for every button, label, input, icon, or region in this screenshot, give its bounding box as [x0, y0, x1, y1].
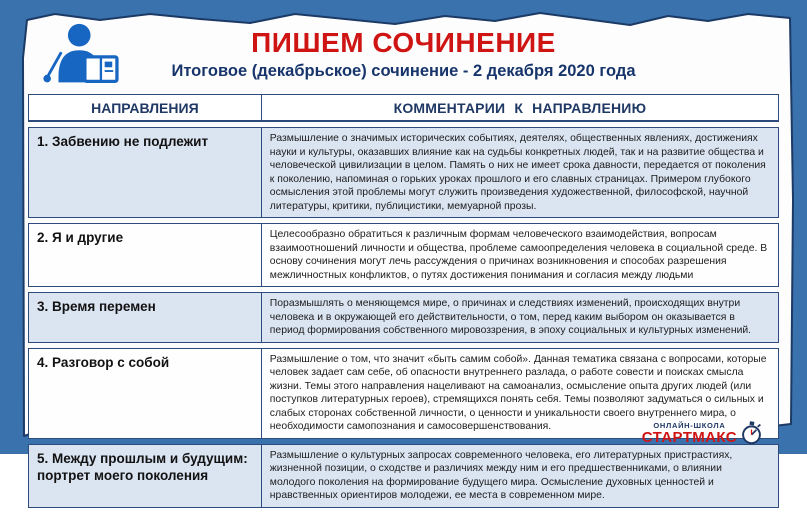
comment-cell: Размышление о значимых исторических событиях, деятелях, общественных явлениях, достижениях науки и культуры, оказавших влияние как на судьбы конкретных людей, так и на развитие общества и человеческой цивилизации в целом. Память о них не имеет срока давности, передается от поколения к поколению, напоминая о горьких уроках прошлого и его славных страницах. Примером глубокого осмысления этой проблемы могут служить произведения художественной, философской, научной литературы, критики, публицистики, мемуарной прозы.: [261, 127, 779, 218]
teacher-with-pointer-and-book-icon: [40, 22, 126, 88]
table-row: [28, 292, 779, 343]
school-logo: [642, 420, 763, 446]
column-header-directions: НАПРАВЛЕНИЯ: [28, 94, 261, 122]
comment-cell: Размышление о культурных запросах современного человека, его литературных пристрастиях, жизненной позиции, о сходстве и различиях между ним и его предшественниками, о влиянии молодого поколения на формирование будущего мира. Осмысление духовных ценностей и нравственных ориентиров молодежи, ее места в современном мире.: [261, 444, 779, 508]
table-row: [28, 127, 779, 218]
table-header-row: [28, 94, 779, 122]
paper-content: [28, 18, 779, 502]
table-row: [28, 444, 779, 508]
comment-cell: Поразмышлять о меняющемся мире, о причинах и следствиях изменений, происходящих внутри человека и в окружающей его действительности, о том, перед каким выбором он оказывается в период формирования собственного мировоззрения, в эпоху социальных и культурных изменений.: [261, 292, 779, 343]
directions-table: [28, 89, 779, 513]
comment-cell: Размышление о том, что значит «быть самим собой». Данная тематика связана с вопросами, которые человек задает сам себе, об опасности внутреннего разлада, о работе совести и поисках смысла жизни. Темы этого направления нацеливают на самоанализ, осмысление опыта других людей (или поступков литературных героев), стремящихся понять себя. Темы позволяют задуматься о сильных и слабых сторонах собственной личности, о ценности и уникальности своего внутреннего мира, о необходимости самопознания и самосовершенствования.: [261, 348, 779, 439]
direction-cell: 2. Я и другие: [28, 223, 261, 287]
stopwatch-icon: [740, 420, 763, 446]
page-title: ПИШЕМ СОЧИНЕНИЕ: [251, 27, 556, 58]
comment-cell: Целесообразно обратиться к различным формам человеческого взаимодействия, вопросам взаимоотношений личности и общества, проблеме самоопределения человека в социальной среде. В основу сочинения могут лечь рассуждения о причинах возникновения и способах разрешения межличностных конфликтов, о путях достижения понимания и согласия между людьми: [261, 223, 779, 287]
direction-cell: 1. Забвению не подлежит: [28, 127, 261, 218]
column-header-comments: КОММЕНТАРИИ К НАПРАВЛЕНИЮ: [261, 94, 779, 122]
logo-school-label: ОНЛАЙН-ШКОЛА: [653, 420, 726, 430]
direction-cell: 3. Время перемен: [28, 292, 261, 343]
direction-cell: 4. Разговор с собой: [28, 348, 261, 439]
logo-brand-name: СТАРТМАКС: [641, 428, 737, 446]
header: [28, 18, 779, 88]
page-subtitle: Итоговое (декабрьское) сочинение - 2 декабря 2020 года: [171, 62, 636, 80]
school-logo-text: [642, 421, 737, 446]
table-row: [28, 223, 779, 287]
direction-cell: 5. Между прошлым и будущим: портрет моего поколения: [28, 444, 261, 508]
